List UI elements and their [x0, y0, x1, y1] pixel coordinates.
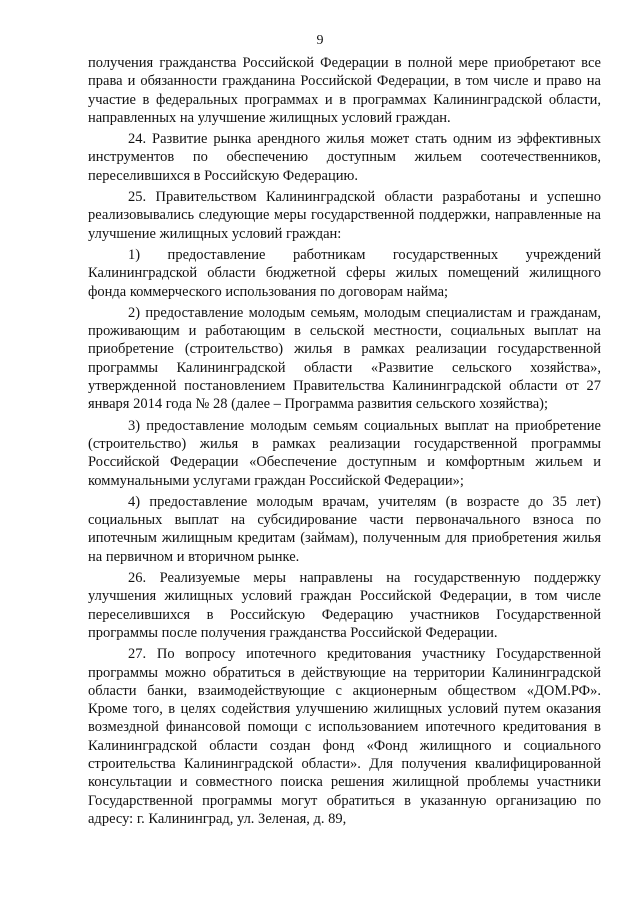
paragraph: 26. Реализуемые меры направлены на государственную поддержку улучшения жилищных условий граждан Российской Федерации, в том числе переселившихся в Российскую Федерацию участников Государственной программы после получения гражданства Российской Федерации.: [88, 570, 601, 641]
paragraph: 4) предоставление молодым врачам, учителям (в возрасте до 35 лет) социальных выплат на субсидирование части первоначального взноса по ипотечным жилищным кредитам (займам), полученным для приобретения жилья на первичном и вторичном рынке.: [88, 493, 601, 565]
paragraph: 25. Правительством Калининградской области разработаны и успешно реализовывались следующие меры государственной поддержки, направленные на улучшение жилищных условий граждан:: [88, 189, 601, 242]
paragraph: 3) предоставление молодым семьям социальных выплат на приобретение (строительство) жилья в рамках реализации государственной программы Российской Федерации «Обеспечение доступным и комфортным жильем и коммунальными услугами граждан Российской Федерации»;: [88, 417, 601, 489]
paragraph: 24. Развитие рынка арендного жилья может стать одним из эффективных инструментов по обеспечению доступным жильем соотечественников, переселившихся в Российскую Федерацию.: [88, 131, 601, 184]
page-number: 9: [316, 33, 324, 48]
paragraph: 1) предоставление работникам государственных учреждений Калининградской области бюджетной сферы жилых помещений жилищного фонда коммерческого использования по договорам найма;: [88, 246, 601, 300]
paragraph: 2) предоставление молодым семьям, молодым специалистам и гражданам, проживающим и работающим в сельской местности, социальных выплат на приобретение (строительство) жилья в рамках реализации государственной программы Калининградской области «Развитие сельского хозяйства», утвержденной постановлением Правительства Калининградской области от 27 января 2014 года № 28 (далее – Программа развития сельского хозяйства);: [88, 304, 601, 413]
document-body: [88, 54, 601, 831]
paragraph: 27. По вопросу ипотечного кредитования участнику Государственной программы можно обратиться в действующие на территории Калининградской области банки, взаимодействующие с акционерным обществом «ДОМ.РФ». Кроме того, в целях содействия улучшению жилищных условий путем оказания возмездной финансовой помощи с использованием ипотечного кредитования в Калининградской области создан фонд «Фонд жилищного и социального строительства Калининградской области». Для получения квалифицированной консультации и совместного поиска решения жилищной проблемы участники Государственной программы могут обратиться в указанную организацию по адресу: г. Калининград, ул. Зеленая, д. 89,: [88, 646, 601, 827]
paragraph: получения гражданства Российской Федерации в полной мере приобретают все права и обязанности гражданина Российской Федерации, в том числе и право на участие в федеральных программах и в программах Калининградской области, направленных на улучшение жилищных условий граждан.: [88, 55, 601, 126]
